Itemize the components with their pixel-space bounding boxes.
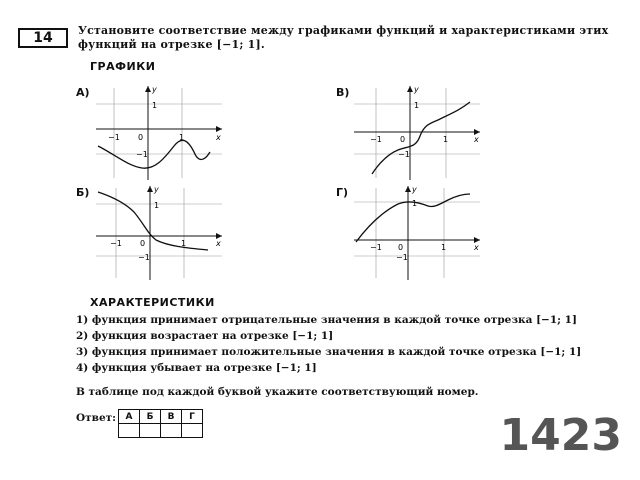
y-axis-label: y bbox=[152, 85, 157, 94]
characteristic-1: 1) функция принимает отрицательные значения в каждой точке отрезка [−1; 1] bbox=[76, 314, 577, 326]
characteristic-4: 4) функция убывает на отрезке [−1; 1] bbox=[76, 362, 317, 374]
graph-b bbox=[94, 184, 226, 282]
characteristic-3: 3) функция принимает положительные значения в каждой точке отрезка [−1; 1] bbox=[76, 346, 582, 358]
tick-zero: 0 bbox=[140, 239, 146, 248]
x-axis-label: x bbox=[216, 239, 221, 248]
tick-minus-one: −1 bbox=[110, 239, 122, 248]
characteristics-heading: ХАРАКТЕРИСТИКИ bbox=[90, 296, 215, 309]
x-axis-label: x bbox=[216, 133, 221, 142]
big-answer: 1423 bbox=[499, 410, 622, 461]
graph-label-a: А) bbox=[76, 86, 90, 99]
tick-y-minus-one: −1 bbox=[396, 253, 408, 262]
tick-y-minus-one: −1 bbox=[398, 150, 410, 159]
x-axis-label: x bbox=[474, 243, 479, 252]
answer-header-v: В bbox=[161, 410, 182, 424]
instruction-text: В таблице под каждой буквой укажите соответствующий номер. bbox=[76, 386, 479, 398]
y-axis-label: y bbox=[154, 185, 159, 194]
answer-cell-b[interactable] bbox=[140, 424, 161, 438]
y-axis-label: y bbox=[414, 85, 419, 94]
answer-table bbox=[118, 409, 203, 438]
answer-header-b: Б bbox=[140, 410, 161, 424]
task-text-line2: функций на отрезке [−1; 1]. bbox=[78, 38, 265, 51]
tick-minus-one: −1 bbox=[370, 243, 382, 252]
tick-y-minus-one: −1 bbox=[136, 150, 148, 159]
characteristic-2: 2) функция возрастает на отрезке [−1; 1] bbox=[76, 330, 334, 342]
answer-cell-v[interactable] bbox=[161, 424, 182, 438]
tick-y-one: 1 bbox=[154, 201, 160, 210]
tick-zero: 0 bbox=[400, 135, 406, 144]
task-text-line1: Установите соответствие между графиками функций и характеристиками этих bbox=[78, 24, 609, 37]
tick-y-one: 1 bbox=[152, 101, 158, 110]
tick-one: 1 bbox=[441, 243, 447, 252]
tick-minus-one: −1 bbox=[370, 135, 382, 144]
graph-g bbox=[352, 184, 484, 282]
tick-minus-one: −1 bbox=[108, 133, 120, 142]
answer-header-a: А bbox=[119, 410, 140, 424]
graph-v bbox=[352, 84, 484, 182]
graph-label-b: Б) bbox=[76, 186, 90, 199]
task-number: 14 bbox=[18, 28, 68, 48]
graph-a bbox=[94, 84, 226, 182]
tick-one: 1 bbox=[181, 239, 187, 248]
tick-zero: 0 bbox=[138, 133, 144, 142]
answer-label: Ответ: bbox=[76, 412, 117, 424]
tick-y-one: 1 bbox=[412, 199, 418, 208]
graph-v-curve bbox=[372, 102, 470, 174]
answer-cell-g[interactable] bbox=[182, 424, 203, 438]
answer-cell-a[interactable] bbox=[119, 424, 140, 438]
tick-y-one: 1 bbox=[414, 101, 420, 110]
x-axis-label: x bbox=[474, 135, 479, 144]
graph-label-v: В) bbox=[336, 86, 350, 99]
answer-header-g: Г bbox=[182, 410, 203, 424]
tick-y-minus-one: −1 bbox=[138, 253, 150, 262]
tick-one: 1 bbox=[443, 135, 449, 144]
y-axis-label: y bbox=[412, 185, 417, 194]
tick-zero: 0 bbox=[398, 243, 404, 252]
graphs-heading: ГРАФИКИ bbox=[90, 60, 156, 73]
tick-one: 1 bbox=[179, 133, 185, 142]
graph-label-g: Г) bbox=[336, 186, 349, 199]
